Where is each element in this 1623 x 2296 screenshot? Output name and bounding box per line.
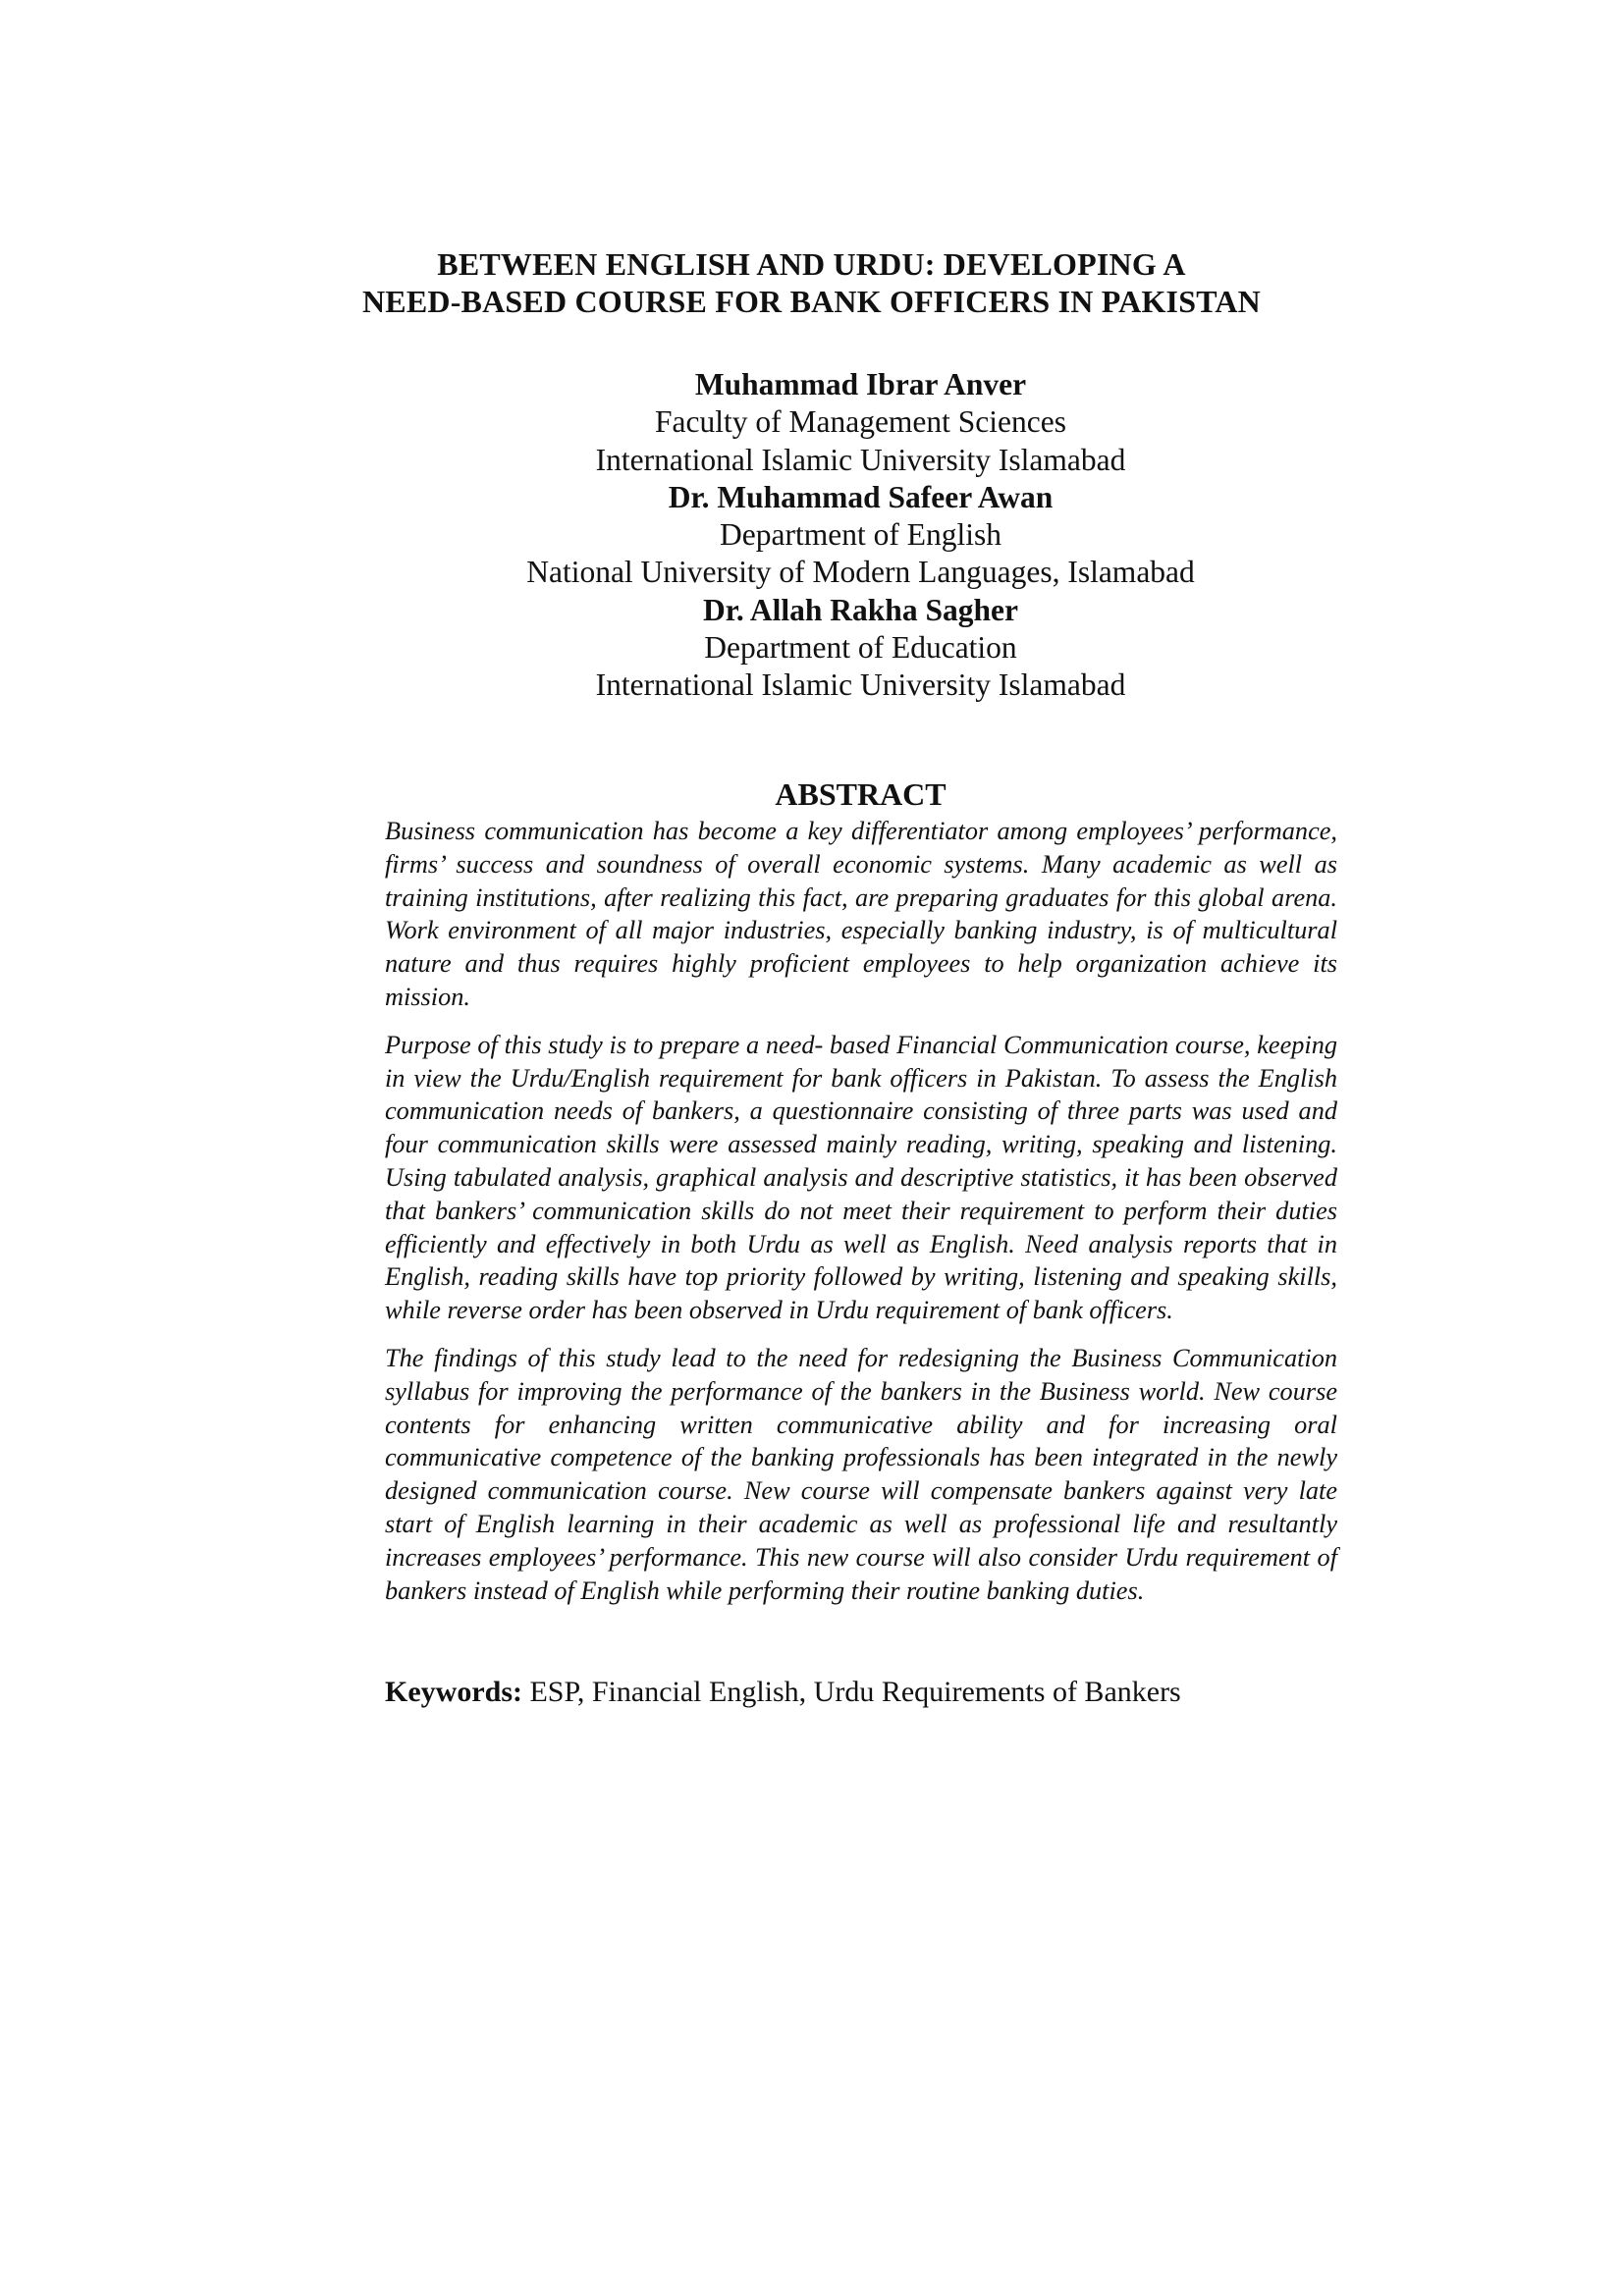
author-3-department: Department of Education xyxy=(704,630,1017,666)
abstract-paragraph-3: The findings of this study lead to the need for redesigning the Business Communication syllabus for improving the performance of the bankers in the Business world. New course contents for enhancing written communicative ability and for increasing oral communicative competence of the banking professionals has been integrated in the newly designed communication course. New course will compensate bankers against very late start of English learning in their academic as well as professional life and resultantly increases employees’ performance. This new course will also consider Urdu requirement of bankers instead of English while performing their routine banking duties. xyxy=(385,1343,1337,1605)
author-3-name: Dr. Allah Rakha Sagher xyxy=(703,592,1018,627)
paper-title xyxy=(0,245,1623,320)
author-3-institution: International Islamic University Islamabad xyxy=(595,667,1126,703)
author-2-name: Dr. Muhammad Safeer Awan xyxy=(668,479,1054,514)
author-1-department: Faculty of Management Sciences xyxy=(655,404,1066,440)
abstract-heading: ABSTRACT xyxy=(775,776,947,812)
author-2-institution: National University of Modern Languages, Islamabad xyxy=(526,555,1195,590)
keywords xyxy=(385,1674,1347,1711)
author-1-institution: International Islamic University Islamabad xyxy=(595,442,1126,477)
author-2-department: Department of English xyxy=(720,517,1001,553)
abstract-body xyxy=(385,815,1337,1622)
author-block xyxy=(0,366,1623,705)
title-line-1: BETWEEN ENGLISH AND URDU: DEVELOPING A xyxy=(437,246,1186,282)
keywords-text: ESP, Financial English, Urdu Requirements of Bankers xyxy=(529,1676,1181,1708)
title-line-2: NEED-BASED COURSE FOR BANK OFFICERS IN PAKISTAN xyxy=(362,284,1261,319)
abstract-paragraph-2: Purpose of this study is to prepare a need- based Financial Communication course, keeping in view the Urdu/English requirement for bank officers in Pakistan. To assess the English communication needs of bankers, a questionnaire consisting of three parts was used and four communication skills were assessed mainly reading, writing, speaking and listening. Using tabulated analysis, graphical analysis and descriptive statistics, it has been observed that bankers’ communication skills do not meet their requirement to perform their duties efficiently and effectively in both Urdu as well as English. Need analysis reports that in English, reading skills have top priority followed by writing, listening and speaking skills, while reverse order has been observed in Urdu requirement of bank officers. xyxy=(385,1030,1337,1325)
author-1-name: Muhammad Ibrar Anver xyxy=(694,367,1027,401)
keywords-label: Keywords: xyxy=(385,1676,522,1708)
abstract-paragraph-1: Business communication has become a key differentiator among employees’ performance, firms’ success and soundness of overall economic systems. Many academic as well as training institutions, after realizing this fact, are preparing graduates for this global arena. Work environment of all major industries, especially banking industry, is of multicultural nature and thus requires highly proficient employees to help organization achieve its mission. xyxy=(385,817,1337,1011)
